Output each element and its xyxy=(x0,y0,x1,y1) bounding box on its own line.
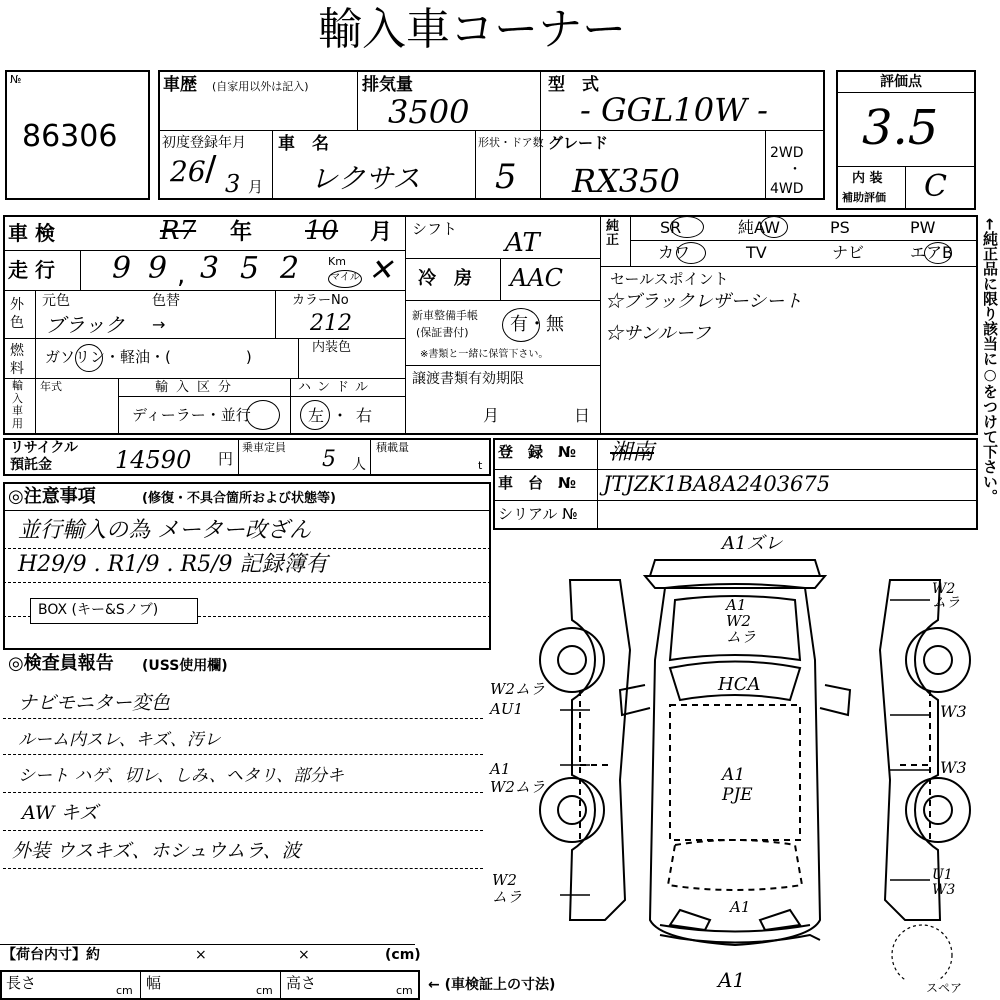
diag-fl-fender: W2 ムラ xyxy=(932,581,960,611)
transfer-month: 月 xyxy=(483,406,500,425)
interior-value: C xyxy=(924,169,947,204)
grade-label: グレード xyxy=(548,134,609,152)
grade-value: RX350 xyxy=(572,162,680,200)
exterior-color-label: 外色 xyxy=(10,297,24,332)
interior-color-label: 内装色 xyxy=(312,340,352,355)
cargo-label: 【荷台内寸】約 xyxy=(2,947,100,963)
aircon-value: AAC xyxy=(510,264,564,292)
lot-number: 86306 xyxy=(22,119,118,154)
history-note: (自家用以外は記入) xyxy=(212,80,309,93)
doors-value: 5 xyxy=(495,157,517,197)
sales-points-label: セールスポイント xyxy=(610,270,729,288)
diag-hood: A1 W2 ムラ xyxy=(726,596,757,646)
diag-r-rear-door: W3 xyxy=(940,758,967,777)
car-name-label: 車 名 xyxy=(278,134,329,154)
handle-label: ハンドル xyxy=(298,380,375,395)
drive-4wd: 4WD xyxy=(770,181,804,197)
load-label: 積載量 xyxy=(376,441,409,454)
dims-length-cm: cm xyxy=(116,984,133,997)
inspector-sub: (USS使用欄) xyxy=(142,658,228,674)
first-reg-month: 3 xyxy=(225,170,241,198)
shaken-year-unit: 年 xyxy=(230,220,253,245)
capacity-value: 5 xyxy=(322,447,336,472)
diag-rear-bottom: A1 xyxy=(718,968,746,992)
mileage-unit-mile: マイル xyxy=(330,272,360,283)
model-label: 型 式 xyxy=(548,75,599,95)
recycle-label-1: リサイクル xyxy=(10,440,79,456)
registration-value: 湘南 xyxy=(610,440,655,465)
equip-tv: TV xyxy=(746,243,767,262)
exterior-color-arrow: → xyxy=(152,315,166,334)
first-reg-label: 初度登録年月 xyxy=(162,135,246,151)
diag-windshield: HCA xyxy=(718,674,761,695)
diag-r-front-door: W3 xyxy=(940,702,967,721)
color-no-value: 212 xyxy=(310,311,352,336)
first-reg-month-unit: 月 xyxy=(248,178,264,196)
model-value: - GGL10W - xyxy=(580,91,768,129)
mileage-separator: , xyxy=(177,260,186,290)
sales-point-1: ☆ブラックレザーシート xyxy=(605,291,803,312)
chassis-value: JTJZK1BA8A2403675 xyxy=(603,472,831,496)
equip-navi: ナビ xyxy=(832,243,865,262)
shift-value: AT xyxy=(505,228,540,258)
shift-label: シフト xyxy=(412,220,458,238)
equip-pw: PW xyxy=(910,218,936,237)
dims-box xyxy=(0,970,420,1000)
rating-value: 3.5 xyxy=(862,100,939,156)
drive-dot: ・ xyxy=(788,162,802,178)
diag-rear: A1 xyxy=(730,898,751,916)
cargo-unit: (cm) xyxy=(385,947,421,963)
displacement-label: 排気量 xyxy=(362,75,413,95)
equip-airbag: エアB xyxy=(910,243,953,262)
diag-roof: A1 PJE xyxy=(722,765,753,806)
color-no-label: カラーNo xyxy=(292,293,349,308)
equipment-label: 純正 xyxy=(606,219,620,249)
diag-spare: スペア xyxy=(926,981,963,995)
mileage-digit-3: 3 xyxy=(200,251,220,286)
exterior-orig-label: 元色 xyxy=(42,293,70,309)
shaken-era: R7 xyxy=(160,216,197,246)
shaken-month: 10 xyxy=(305,216,339,246)
registration-label: 登 録 № xyxy=(498,443,577,461)
exterior-change-label: 色替 xyxy=(152,293,180,309)
dims-width: 幅 xyxy=(146,974,162,992)
shaken-month-unit: 月 xyxy=(370,220,393,245)
interior-label-1: 内 装 xyxy=(852,171,883,186)
manual-label-1: 新車整備手帳 xyxy=(412,309,478,322)
notes-box-text: BOX (キー&Sノブ) xyxy=(38,602,159,618)
capacity-unit: 人 xyxy=(352,457,366,473)
mileage-digit-1: 9 xyxy=(112,251,132,286)
side-note: ←純正品に限り該当に○をつけて下さい。 xyxy=(981,218,999,504)
transfer-label: 譲渡書類有効期限 xyxy=(412,371,524,387)
history-label: 車歴 xyxy=(163,75,197,95)
lot-label: № xyxy=(10,73,22,86)
manual-label-2: (保証書付) xyxy=(416,326,469,339)
dims-note: ← (車検証上の寸法) xyxy=(428,977,556,993)
interior-label-2: 補助評価 xyxy=(842,191,886,204)
dims-width-cm: cm xyxy=(256,984,273,997)
capacity-label: 乗車定員 xyxy=(242,441,286,454)
recycle-label-2: 預託金 xyxy=(10,457,52,473)
sales-point-2: ☆サンルーフ xyxy=(605,323,711,344)
inspector-line-3: シート ハゲ、切レ、しみ、ヘタリ、部分キ xyxy=(18,766,345,786)
first-reg-year: 26 xyxy=(170,155,206,188)
aircon-label: 冷 房 xyxy=(418,268,472,289)
manual-note: ※書類と一緒に保管下さい。 xyxy=(420,349,549,360)
notes-label: ◎注意事項 xyxy=(8,486,96,507)
notes-line-2: H29/9 . R1/9 . R5/9 記録簿有 xyxy=(18,552,328,577)
equip-sr: SR xyxy=(660,218,682,237)
recycle-unit: 円 xyxy=(218,450,234,468)
mileage-label: 走 行 xyxy=(8,258,55,282)
diag-r-rear: U1 W3 xyxy=(932,867,956,899)
import-type-value: ディーラー・並行 xyxy=(132,406,251,424)
doors-label: 形状・ドア数 xyxy=(478,136,544,149)
page-title: 輸入車コーナー xyxy=(318,4,626,55)
car-name-value: レクサス xyxy=(310,162,421,195)
rating-label: 評価点 xyxy=(880,74,922,90)
inspector-line-4: AW キズ xyxy=(22,802,99,824)
chassis-label: 車 台 № xyxy=(498,474,577,492)
dims-height-cm: cm xyxy=(396,984,413,997)
notes-line-1: 並行輸入の為 メーター改ざん xyxy=(18,518,311,543)
mileage-digit-4: 5 xyxy=(240,251,260,286)
import-type-label: 輸入区分 xyxy=(155,380,240,395)
cargo-x2: × xyxy=(298,947,310,963)
mileage-digit-5: 2 xyxy=(280,251,300,286)
mileage-unit-km: Km xyxy=(328,255,346,268)
inspector-label: ◎検査員報告 xyxy=(8,653,114,674)
diag-l-front-door: W2ムラ AU1 xyxy=(490,680,545,718)
shaken-label: 車 検 xyxy=(8,221,55,245)
mileage-digit-2: 9 xyxy=(148,251,168,286)
diag-l-rear-door: A1 W2ムラ xyxy=(490,760,545,796)
import-label: 輸入車用 xyxy=(12,379,23,430)
equip-aw: 純AW xyxy=(738,218,780,237)
cargo-x1: × xyxy=(195,947,207,963)
import-year-label: 年式 xyxy=(40,380,62,393)
diag-l-rear: W2 ムラ xyxy=(492,871,523,906)
exterior-color-value: ブラック xyxy=(45,313,125,337)
serial-label: シリアル № xyxy=(498,505,578,523)
drive-2wd: 2WD xyxy=(770,145,804,161)
inspector-line-2: ルーム内スレ、キズ、汚レ xyxy=(18,730,221,750)
mileage-mark: ✕ xyxy=(368,253,394,288)
diag-front: A1ズレ xyxy=(722,533,783,554)
dims-length: 長さ xyxy=(6,974,37,992)
fuel-label: 燃料 xyxy=(10,343,24,378)
manual-value: 有・無 xyxy=(510,314,564,335)
recycle-value: 14590 xyxy=(115,446,192,474)
equip-ps: PS xyxy=(830,218,850,237)
inspector-line-1: ナビモニター変色 xyxy=(18,692,171,714)
notes-sub: (修復・不具合箇所および状態等) xyxy=(142,491,336,506)
transfer-day: 日 xyxy=(574,406,591,425)
handle-value: 左・右 xyxy=(308,406,381,425)
load-unit: t xyxy=(478,459,483,472)
displacement-value: 3500 xyxy=(388,93,470,131)
equip-leather: カワ xyxy=(658,243,691,262)
fuel-options: ガソリン・軽油・( ) xyxy=(45,348,252,366)
dims-height: 高さ xyxy=(286,974,317,992)
inspector-line-5: 外装 ウスキズ、ホシュウムラ、波 xyxy=(12,840,301,862)
